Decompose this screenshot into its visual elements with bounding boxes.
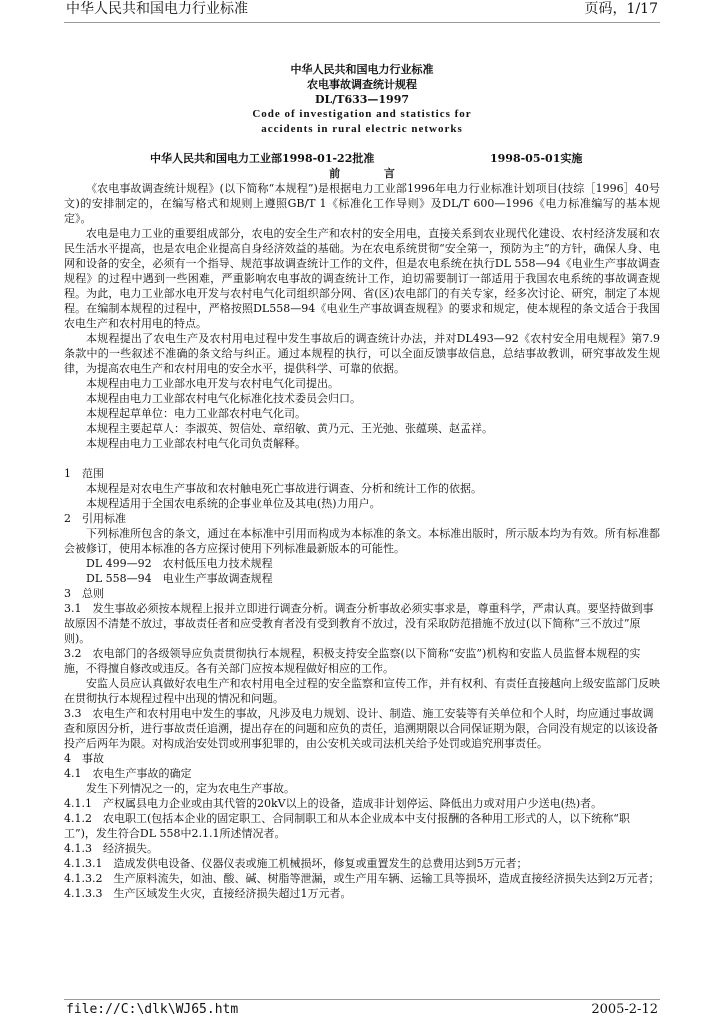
clause-paragraph: 3.1 发生事故必须按本规程上报并立即进行调查分析。调查分析事故必须实事求是，尊重科学，严肃认真。要坚持做到事故原因不清楚不放过，事故责任者和应受教育者没有受到教育不放过，没有采取防范措施不放过(以下简称“三不放过”原则)。 (64, 602, 654, 645)
header-divider (64, 22, 660, 23)
body-paragraph: 本规程是对农电生产事故和农村触电死亡事故进行调查、分析和统计工作的依据。 (86, 482, 482, 495)
clause-paragraph: 3.3 农电生产和农村用电中发生的事故，凡涉及电力规划、设计、制造、施工安装等有关单位和个人时，均应通过事故调查和原因分析，进行事故责任追溯，提出存在的问题和应负的责任，追溯期限以合同保证期为限，合同没有规定的以该设备投产后两年为限。对构成治安处罚或刑事犯罪的，由公安机关或司法机关给予处罚或追究刑事责任。 (64, 707, 658, 750)
body-paragraph: 安监人员应认真做好农电生产和农村用电全过程的安全监察和宣传工作，并有权利、有责任直接越向上级安监部门反映在贯彻执行本规程过程中出现的情况和问题。 (64, 677, 660, 705)
clause-paragraph: 4.1.3.3 生产区域发生火灾，直接经济损失超过1万元者。 (64, 887, 352, 900)
clause-paragraph: 4 事故 (64, 752, 104, 765)
body-paragraph: 发生下列情况之一的，定为农电生产事故。 (86, 782, 295, 795)
page-number: 页码，1/17 (584, 1, 658, 17)
body-paragraph: 下列标准所包含的条文，通过在本标准中引用而构成为本标准的条文。本标准出版时，所示版本均为有效。所有标准都会被修订，使用本标准的各方应探讨使用下列标准最新版本的可能性。 (64, 527, 660, 555)
english-title-line-1: Code of investigation and statistics for (252, 108, 472, 120)
clause-paragraph: 4.1.2 农电职工(包括本企业的固定职工、合同制职工和从本企业成本中支付报酬的各种用工形式的人，以下统称“职工”)，发生符合DL 558中2.1.1所述情况者。 (64, 812, 630, 840)
print-date: 2005-2-12 (591, 1002, 658, 1017)
foreword-paragraph: 本规程起草单位：电力工业部农村电气化司。 (86, 407, 306, 420)
clause-paragraph: 4.1 农电生产事故的确定 (64, 767, 192, 780)
foreword-paragraph: 本规程由电力工业部农村电气化标准化技术委员会归口。 (86, 392, 361, 405)
body-paragraph: DL 499—92 农村低压电力技术规程 (86, 557, 273, 570)
effective-date: 1998-05-01实施 (490, 152, 583, 165)
body-paragraph: DL 558—94 电业生产事故调查规程 (86, 572, 273, 585)
clause-paragraph: 3.2 农电部门的各级领导应负责贯彻执行本规程，积极支持安全监察(以下简称“安监”)机构和安监人员监督本规程的实施，不得擅自修改或违反。各有关部门应按本规程做好相应的工作。 (64, 647, 641, 675)
english-title-line-2: accidents in rural electric networks (261, 123, 463, 135)
foreword-paragraph: 本规程主要起草人：李淑英、贺信处、章绍敏、黄乃元、王光弛、张蕴瑛、赵孟祥。 (86, 422, 493, 435)
foreword-paragraph: 本规程提出了农电生产及农村用电过程中发生事故后的调查统计办法，并对DL493—92《农村安全用电规程》第7.9条款中的一些叙述不准确的条文给与纠正。通过本规程的执行，可以全面反馈事故信息，总结事故教训，研究事故发生规律，为提高农电生产和农村用电的安全水平，提供科学、可靠的依据。 (64, 332, 660, 375)
standard-code: DL/T633—1997 (314, 93, 410, 106)
foreword-paragraph: 本规程由电力工业部水电开发与农村电气化司提出。 (86, 377, 339, 390)
standard-org: 中华人民共和国电力行业标准 (290, 63, 434, 76)
body-paragraph: 本规程适用于全国农电系统的企事业单位及其电(热)力用户。 (86, 497, 381, 510)
approval-date: 中华人民共和国电力工业部1998-01-22批准 (150, 152, 375, 165)
clause-paragraph: 4.1.1 产权属县电力企业或由其代管的20kV以上的设备，造成非计划停运、降低出力或对用户少送电(热)者。 (64, 797, 603, 810)
document-body (64, 62, 660, 901)
foreword-heading: 前 言 (329, 167, 415, 180)
foreword-paragraph: 农电是电力工业的重要组成部分，农电的安全生产和农村的安全用电，直接关系到农业现代化建设、农村经济发展和农民生活水平提高，也是农电企业提高自身经济效益的基础。为在农电系统贯彻“安全第一，预防为主”的方针，确保人身、电网和设备的安全，必须有一个指导、规范事故调查统计工作的文件，但是农电系统在执行DL 558—94《电业生产事故调查规程》的过程中遇到一些困难，严重影响农电事故的调查统计工作，迫切需要制订一部适用于我国农电系统的事故调查规程。为此，电力工业部水电开发与农村电气化司组织部分网、省(区)农电部门的有关专家，经多次讨论、研究，制定了本规程。在编制本规程的过程中，严格按照DL558—94《电业生产事故调查规程》的要求和规定，使本规程的条文适合于我国农电生产和农村用电的特点。 (64, 227, 660, 330)
file-path: file://C:\dlk\WJ65.htm (66, 1002, 239, 1017)
page-header (66, 0, 658, 22)
clause-paragraph: 3 总则 (64, 587, 104, 600)
approval-line (64, 151, 660, 166)
clause-paragraph: 4.1.3.2 生产原料流失，如油、酸、碱、树脂等泄漏，或生产用车辆、运输工具等损坏，造成直接经济损失达到2万元者； (64, 872, 660, 885)
foreword-paragraph: 《农电事故调查统计规程》(以下简称“本规程”)是根据电力工业部1996年电力行业标准计划项目(技综［1996］40号文)的安排制定的，在编写格式和规则上遵照GB/T 1《标准化工作导则》及DL/T 600—1996《电力标准编写的基本规定》。 (64, 182, 660, 225)
document-title: 农电事故调查统计规程 (307, 78, 417, 91)
foreword-paragraph: 本规程由电力工业部农村电气化司负责解释。 (86, 437, 306, 450)
page-footer (66, 1000, 658, 1024)
clause-paragraph: 4.1.3.1 造成发供电设备、仪器仪表或施工机械损坏，修复或重置发生的总费用达到5万元者； (64, 857, 528, 870)
clause-paragraph: 4.1.3 经济损失。 (64, 842, 158, 855)
clause-paragraph: 1 范围 (64, 467, 104, 480)
foreword-section (64, 181, 660, 451)
clause-paragraph: 2 引用标准 (64, 512, 126, 525)
main-section (64, 466, 660, 901)
header-title: 中华人民共和国电力行业标准 (66, 1, 248, 17)
